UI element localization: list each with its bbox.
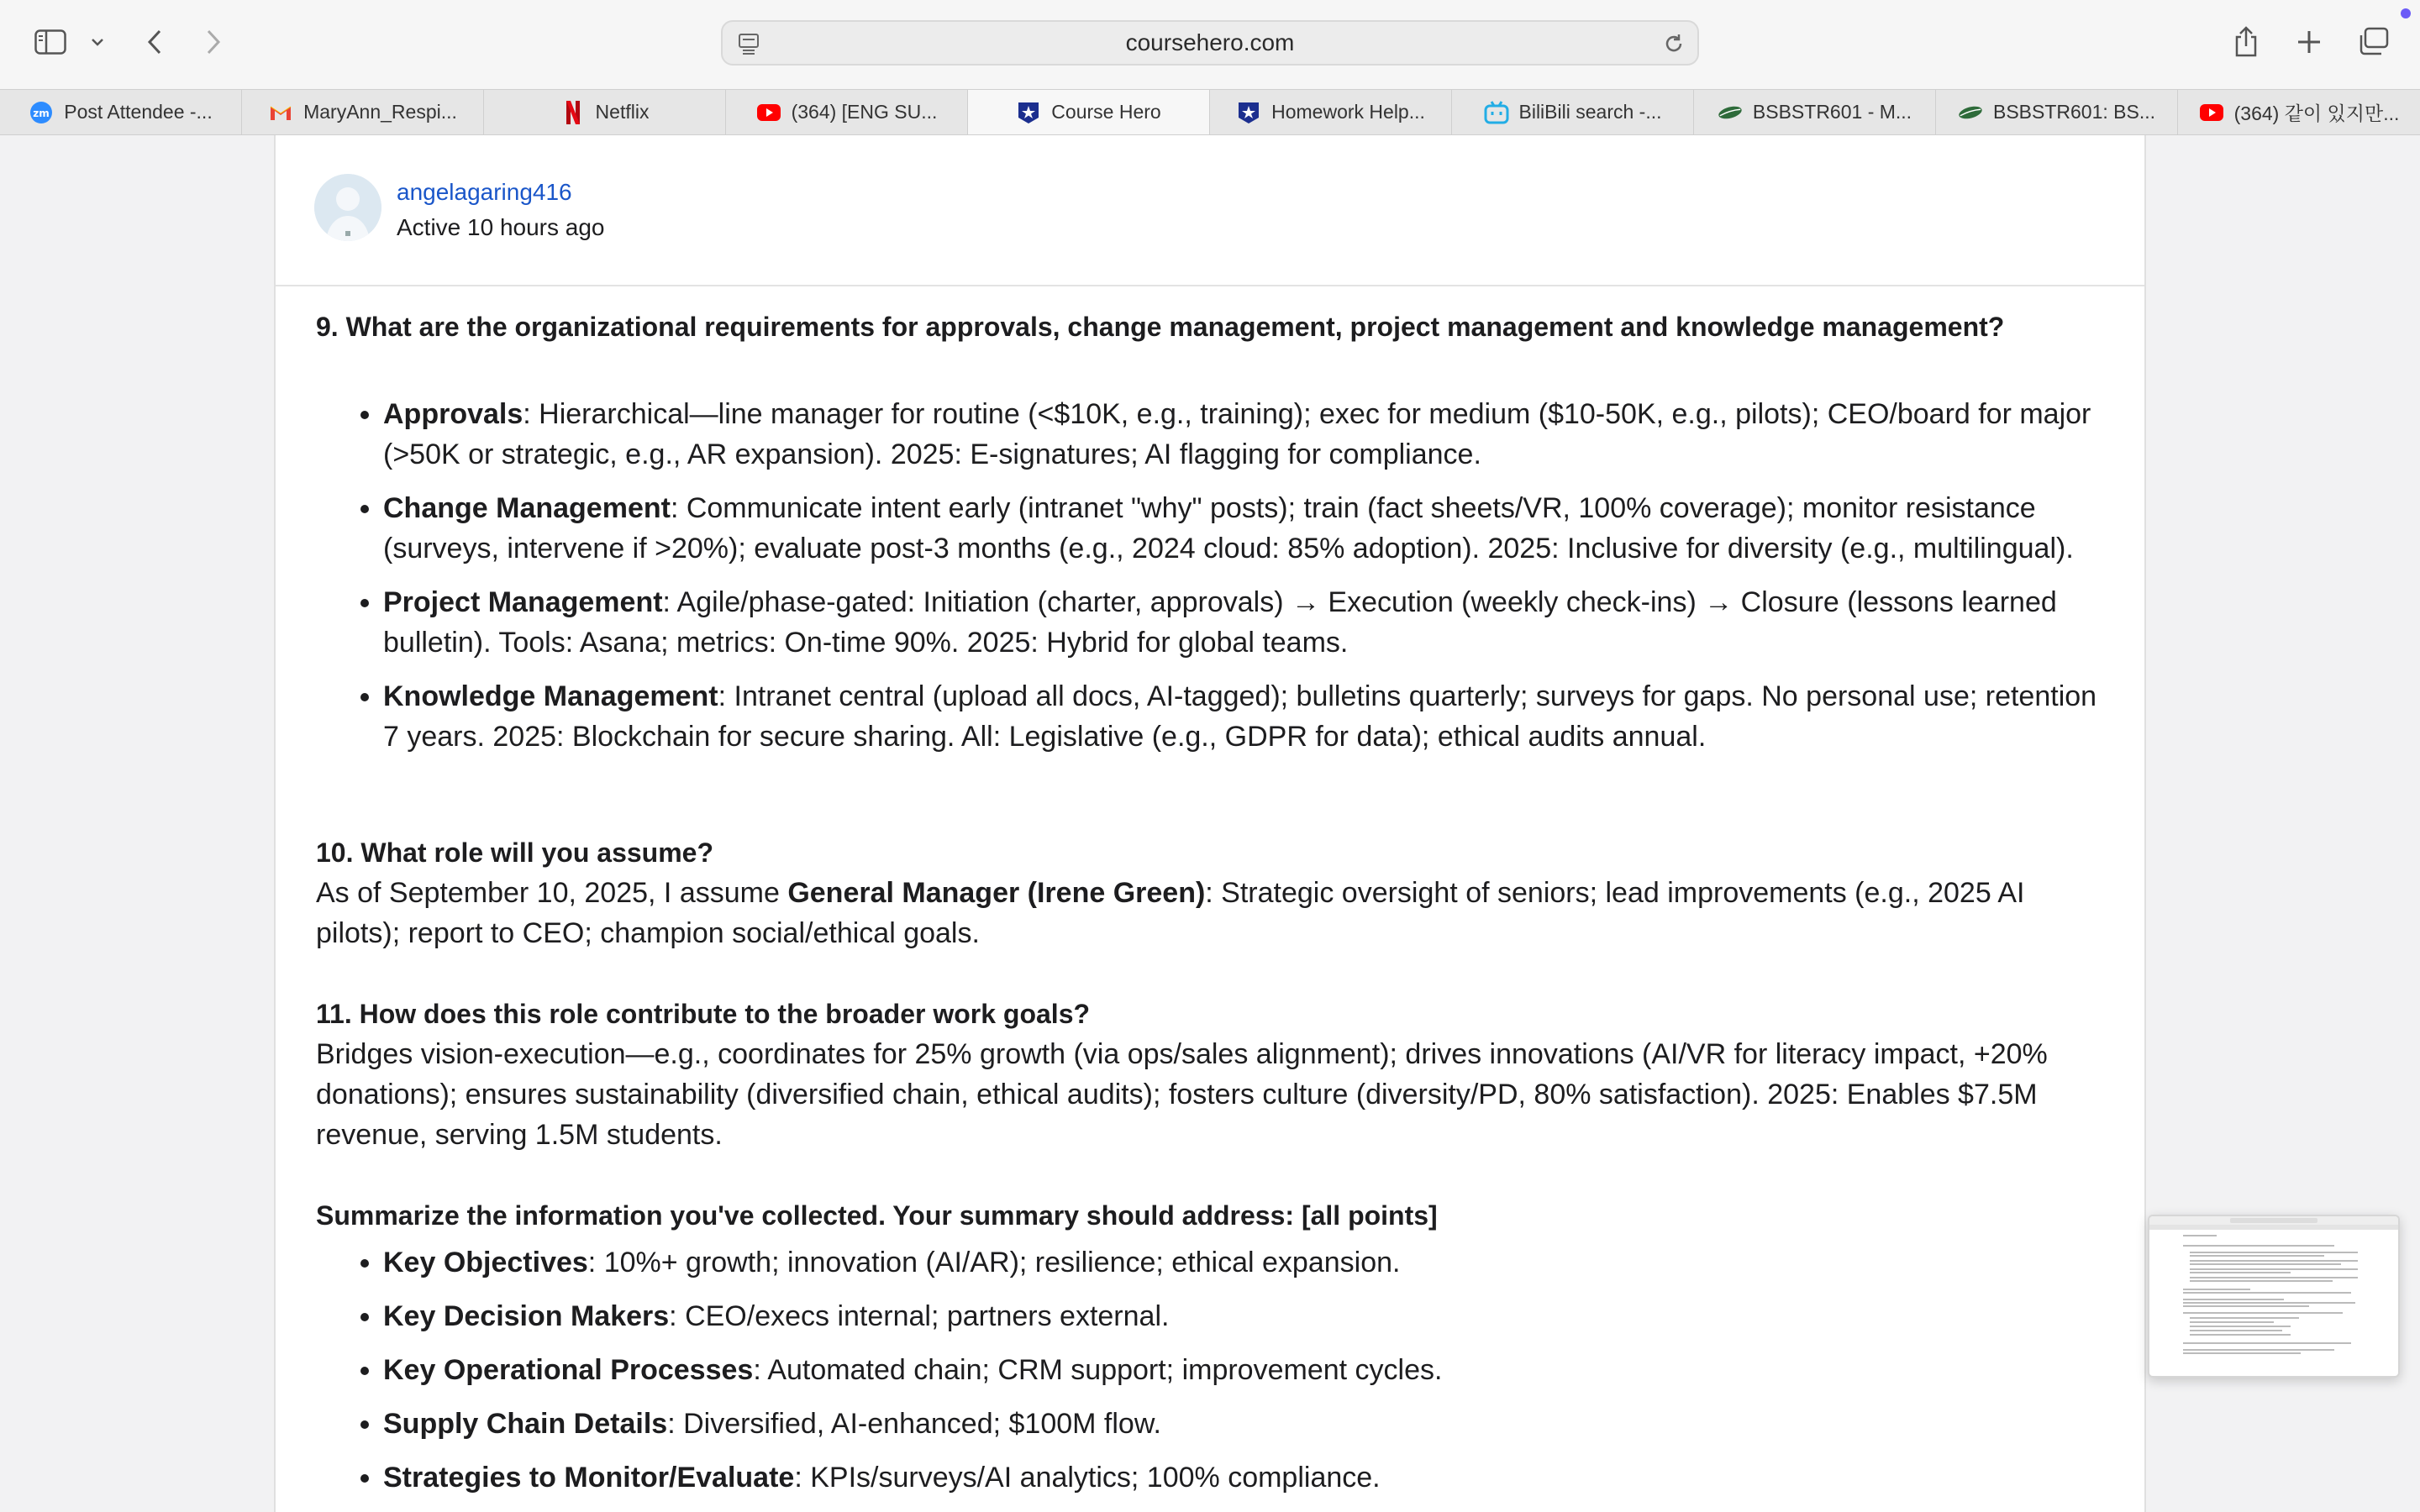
url-text: coursehero.com bbox=[1125, 29, 1295, 55]
summary-heading: Summarize the information you've collected. Your summary should address: [all points] bbox=[316, 1200, 1438, 1231]
q9-list bbox=[316, 394, 2106, 757]
tab-zoom[interactable] bbox=[0, 90, 242, 134]
youtube-icon bbox=[756, 100, 781, 125]
item-term: Key Decision Makers bbox=[383, 1300, 670, 1332]
tab-course-hero[interactable] bbox=[968, 90, 1210, 134]
question-11-answer: Bridges vision-execution—e.g., coordinates for 25% growth (via ops/sales alignment); drives innovations (AI/VR for literacy impact, +20% donations); ensures sustainability (diversified chain, ethical audits); fosters culture (diversity/PD, 80% satisfaction). 2025: Enables $7.5M revenue, serving 1.5M students. bbox=[316, 1038, 2048, 1151]
tab-netflix[interactable] bbox=[484, 90, 726, 134]
gmail-icon bbox=[268, 100, 293, 125]
tab-youtube-2[interactable] bbox=[2178, 90, 2420, 134]
summary-list bbox=[316, 1242, 2106, 1498]
item-text: : Diversified, AI-enhanced; $100M flow. bbox=[667, 1408, 1161, 1440]
answer-body bbox=[316, 307, 2106, 1511]
list-item bbox=[383, 582, 2106, 663]
svg-text:zm: zm bbox=[33, 107, 50, 119]
tab-homework-help[interactable] bbox=[1210, 90, 1452, 134]
item-text: : Automated chain; CRM support; improvement cycles. bbox=[753, 1354, 1443, 1386]
list-item bbox=[383, 676, 2106, 757]
question-10-heading: 10. What role will you assume? bbox=[316, 837, 714, 868]
tab-label: BSBSTR601: BS... bbox=[1992, 101, 2156, 123]
forward-icon[interactable] bbox=[200, 25, 227, 59]
share-icon[interactable] bbox=[2232, 24, 2260, 60]
tab-label: Netflix bbox=[595, 101, 650, 123]
tab-gmail[interactable] bbox=[242, 90, 484, 134]
item-text: : Intranet central (upload all docs, AI-tagged); bulletins quarterly; surveys for gaps. No personal use; retention 7 years. 2025: Blockchain for secure sharing. All: Legislative (e.g., GDPR for data); ethical audits annual. bbox=[383, 680, 2097, 753]
answer-bold: General Manager (Irene Green) bbox=[787, 877, 1206, 909]
item-text: : KPIs/surveys/AI analytics; 100% compliance. bbox=[794, 1462, 1381, 1494]
list-item bbox=[383, 488, 2106, 569]
list-item bbox=[383, 1242, 2106, 1283]
item-term: Approvals bbox=[383, 398, 523, 430]
tab-label: Homework Help... bbox=[1271, 101, 1425, 123]
tab-youtube-1[interactable] bbox=[726, 90, 968, 134]
page-content bbox=[274, 135, 2146, 1512]
username-link[interactable]: angelagaring416 bbox=[397, 179, 572, 205]
back-icon[interactable] bbox=[141, 25, 168, 59]
leaf-icon bbox=[1958, 100, 1983, 125]
item-text: : Agile/phase-gated: Initiation (charter, approvals) → Execution (weekly check-ins) → Closure (lessons learned bulletin). Tools: Asana; metrics: On-time 90%. 2025: Hybrid for global teams. bbox=[383, 586, 2057, 659]
tab-bsbstr601-1[interactable] bbox=[1694, 90, 1936, 134]
sidebar-icon[interactable] bbox=[34, 25, 67, 59]
list-item bbox=[383, 1457, 2106, 1498]
answer-text: : Strategic oversight of seniors; lead improvements (e.g., 2025 AI pilots); report to CEO; champion social/ethical goals. bbox=[316, 877, 2025, 949]
browser-toolbar bbox=[0, 0, 2420, 89]
question-9-heading: 9. What are the organizational requirements for approvals, change management, project management and knowledge management? bbox=[316, 312, 2005, 342]
coursehero-icon bbox=[1016, 100, 1041, 125]
coursehero-icon bbox=[1236, 100, 1261, 125]
item-text: : Hierarchical—line manager for routine (<$10K, e.g., training); exec for medium ($10-50K, e.g., pilots); CEO/board for major (>50K or strategic, e.g., AR expansion). 2025: E-signatures; AI flagging for compliance. bbox=[383, 398, 2091, 470]
chevron-down-icon[interactable] bbox=[87, 32, 108, 52]
user-header bbox=[276, 135, 2144, 286]
tab-label: (364) [ENG SU... bbox=[791, 101, 938, 123]
bilibili-icon bbox=[1484, 100, 1509, 125]
leaf-icon bbox=[1718, 100, 1743, 125]
item-text: : Communicate intent early (intranet "why" posts); train (fact sheets/VR, 100% coverage); monitor resistance (surveys, intervene if >20%); evaluate post-3 months (e.g., 2024 cloud: 85% adoption). 2025: Inclusive for diversity (e.g., multilingual). bbox=[383, 492, 2074, 564]
user-status: Active 10 hours ago bbox=[397, 214, 605, 240]
item-text: : CEO/execs internal; partners external. bbox=[669, 1300, 1170, 1332]
list-item bbox=[383, 1350, 2106, 1390]
new-tab-icon[interactable] bbox=[2294, 27, 2324, 57]
item-term: Key Objectives bbox=[383, 1247, 588, 1278]
item-term: Supply Chain Details bbox=[383, 1408, 668, 1440]
address-bar[interactable] bbox=[721, 20, 1699, 66]
screenshot-thumbnail[interactable] bbox=[2148, 1215, 2400, 1378]
tab-label: BiliBili search -... bbox=[1518, 101, 1662, 123]
tab-bar bbox=[0, 89, 2420, 135]
question-11-heading: 11. How does this role contribute to the broader work goals? bbox=[316, 999, 1091, 1029]
tab-bilibili[interactable] bbox=[1452, 90, 1694, 134]
reload-icon[interactable] bbox=[1662, 32, 1686, 60]
youtube-icon bbox=[2199, 100, 2224, 125]
answer-text: As of September 10, 2025, I assume bbox=[316, 877, 788, 909]
item-term: Key Operational Processes bbox=[383, 1354, 754, 1386]
netflix-icon bbox=[560, 100, 586, 125]
tab-label: BSBSTR601 - M... bbox=[1752, 101, 1912, 123]
list-item bbox=[383, 1296, 2106, 1336]
tab-label: (364) 같이 있지만... bbox=[2233, 102, 2400, 124]
list-item bbox=[383, 394, 2106, 475]
tab-label: MaryAnn_Respi... bbox=[303, 101, 457, 123]
tab-label: Course Hero bbox=[1051, 101, 1161, 123]
zoom-icon bbox=[29, 100, 54, 125]
question-10-answer bbox=[316, 873, 2106, 953]
item-term: Knowledge Management bbox=[383, 680, 718, 712]
avatar[interactable] bbox=[314, 174, 381, 241]
list-item bbox=[383, 1404, 2106, 1444]
notification-dot bbox=[2401, 8, 2411, 18]
item-term: Strategies to Monitor/Evaluate bbox=[383, 1462, 795, 1494]
item-term: Change Management bbox=[383, 492, 671, 524]
tab-label: Post Attendee -... bbox=[64, 101, 213, 123]
item-text: : 10%+ growth; innovation (AI/AR); resilience; ethical expansion. bbox=[587, 1247, 1401, 1278]
tab-bsbstr601-2[interactable] bbox=[1936, 90, 2178, 134]
tab-overview-icon[interactable] bbox=[2356, 25, 2390, 59]
item-term: Project Management bbox=[383, 586, 663, 618]
